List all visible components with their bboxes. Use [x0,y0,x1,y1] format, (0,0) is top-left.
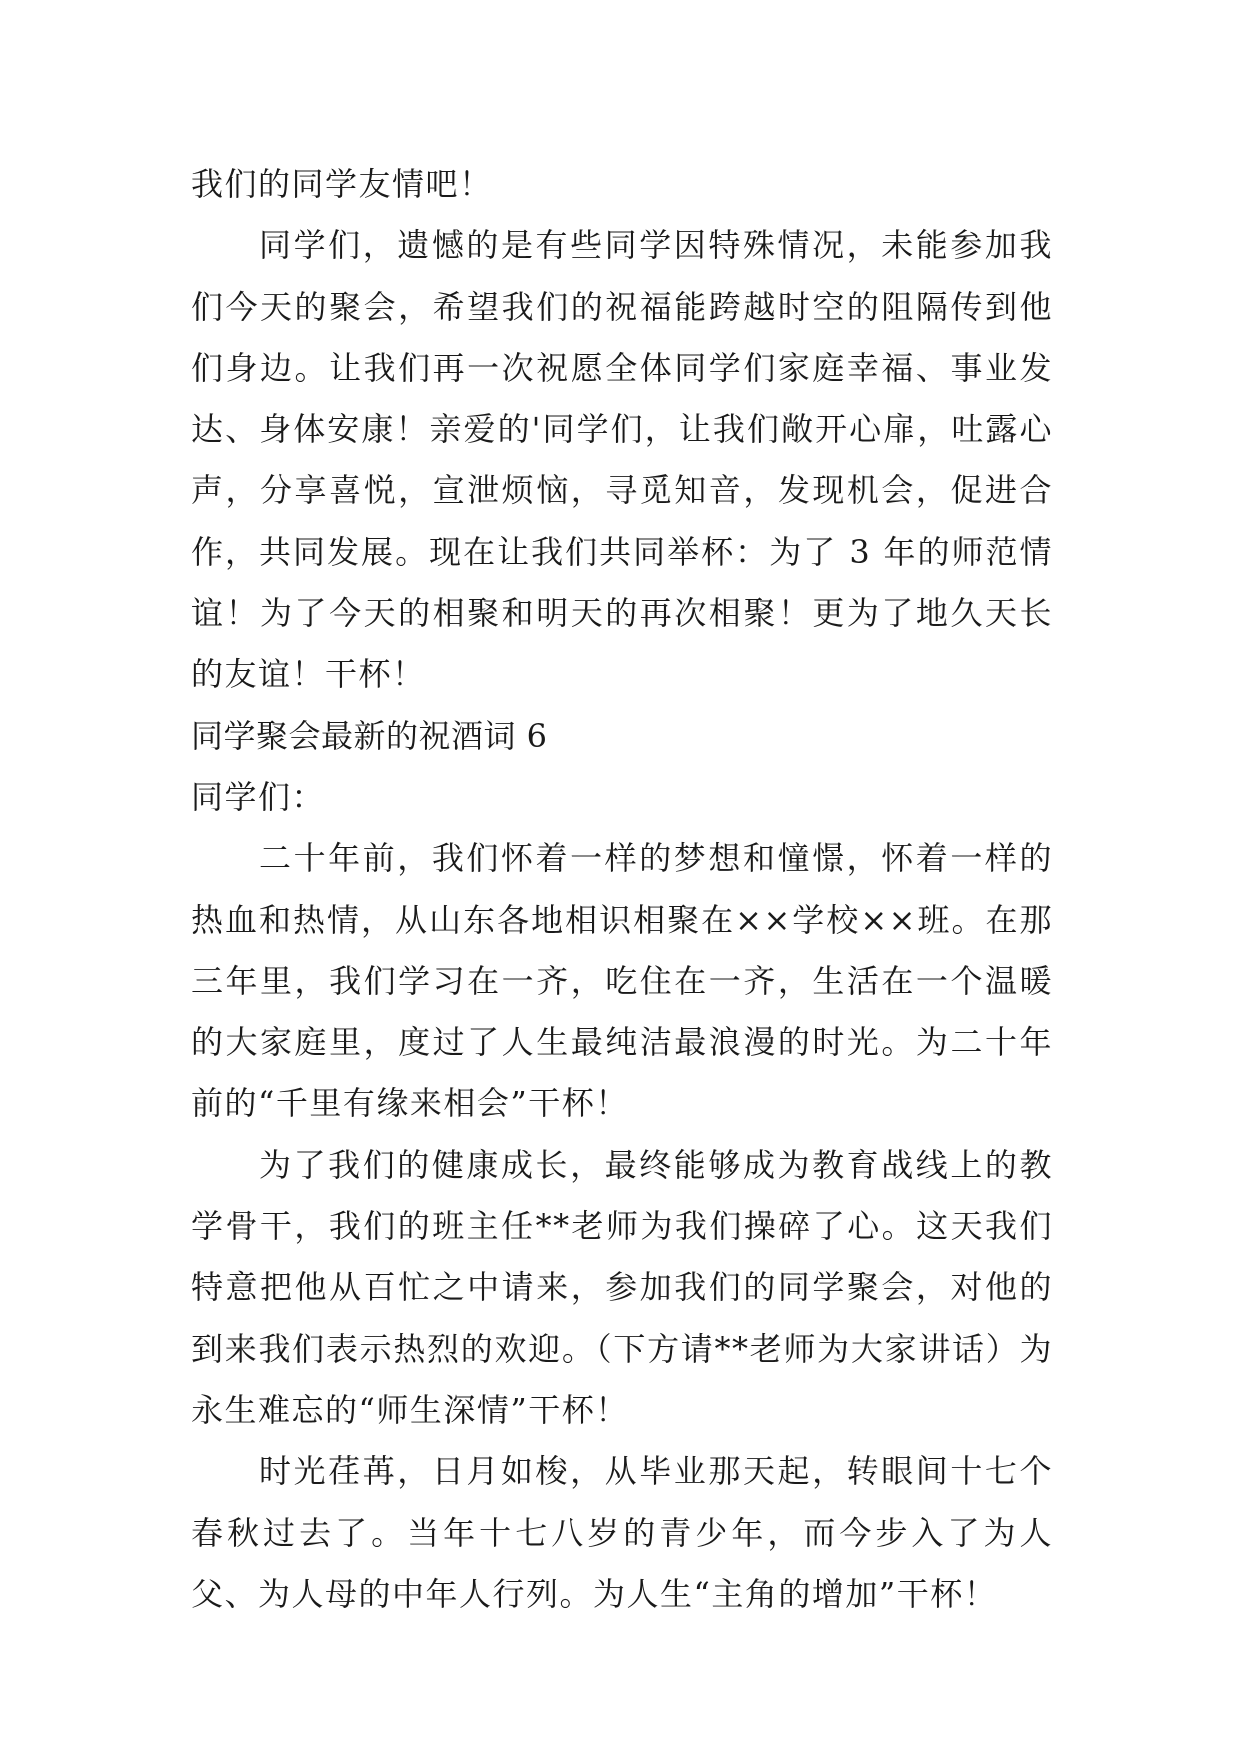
salutation: 同学们： [191,777,326,816]
paragraph-closing-line: 我们的同学友情吧！ [191,165,493,203]
paragraph-teacher-toast: 为了我们的健康成长，最终能够成为教育战线上的教学骨干，我们的班主任**老师为我们操碎了心。这天我们特意把他从百忙之中请来，参加我们的同学聚会，对他的到来我们表示热烈的欢迎。（下方请**老师为大家讲话）为永生难忘的“师生深情”干杯！ [191,1145,1053,1429]
paragraph-twenty-years-ago: 二十年前，我们怀着一样的梦想和憧憬，怀着一样的热血和热情，从山东各地相识相聚在××学校××班。在那三年里，我们学习在一齐，吃住在一齐，生活在一个温暖的大家庭里，度过了人生最纯洁最浪漫的时光。为二十年前的“千里有缘来相会”干杯！ [191,839,1053,1123]
paragraph-time-passes: 时光荏苒，日月如梭，从毕业那天起，转眼间十七个春秋过去了。当年十七八岁的青少年，而今步入了为人父、为人母的中年人行列。为人生“主角的增加”干杯！ [191,1452,1053,1613]
document-body [191,154,1053,1625]
section-heading: 同学聚会最新的祝酒词 6 [191,716,548,755]
paragraph-toast-absent-classmates: 同学们，遗憾的是有些同学因特殊情况，未能参加我们今天的聚会，希望我们的祝福能跨越时空的阻隔传到他们身边。让我们再一次祝愿全体同学们家庭幸福、事业发达、身体安康！亲爱的'同学们，让我们敞开心扉，吐露心声，分享喜悦，宣泄烦恼，寻觅知音，发现机会，促进合作，共同发展。现在让我们共同举杯：为了 3 年的师范情谊！为了今天的相聚和明天的再次相聚！更为了地久天长的友谊！干杯！ [191,226,1053,694]
